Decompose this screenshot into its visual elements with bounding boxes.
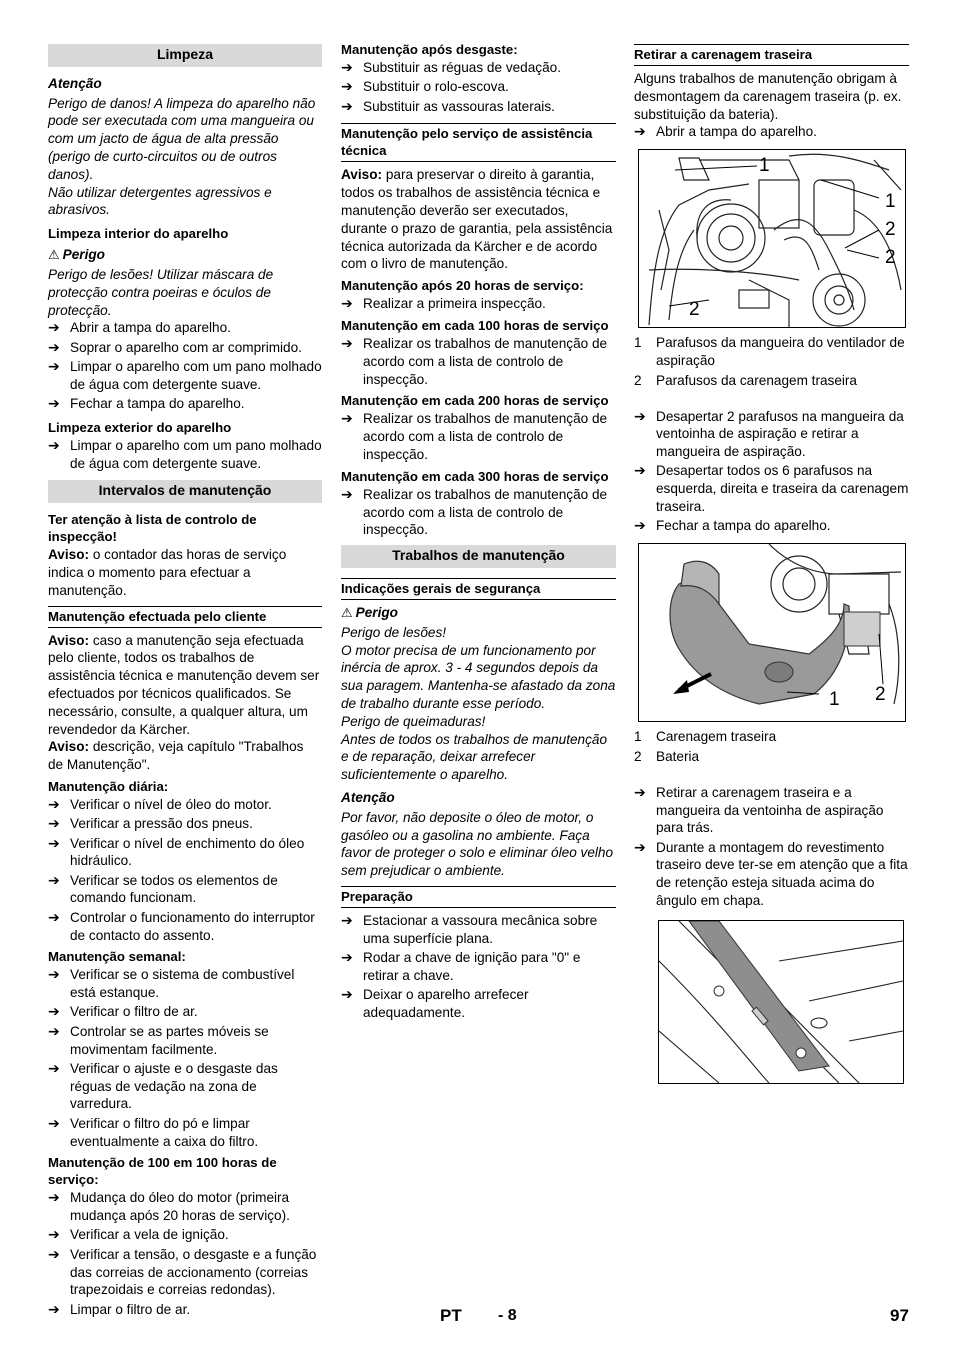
column-middle <box>341 40 616 1023</box>
legend-number: 1 <box>634 729 642 745</box>
footer-page-number: 97 <box>890 1306 909 1325</box>
arrow-icon: ➔ <box>341 911 353 928</box>
footer-language: PT <box>440 1306 462 1325</box>
list-item <box>48 835 322 871</box>
list-item <box>48 1246 322 1299</box>
subheading-preparacao: Preparação <box>341 886 616 908</box>
subheading-limpeza-exterior: Limpeza exterior do aparelho <box>48 419 232 435</box>
arrow-icon: ➔ <box>48 1114 60 1131</box>
list-item <box>341 410 616 463</box>
callout-2a: 2 <box>885 219 896 241</box>
list-item <box>634 839 909 910</box>
legend-text: Carenagem traseira <box>656 729 777 745</box>
list-item-text: Verificar a vela de ignição. <box>70 1227 229 1243</box>
footer-section-page: - 8 <box>498 1307 517 1324</box>
list-item <box>48 815 322 833</box>
rear-panel-illustration <box>639 544 905 721</box>
arrow-icon: ➔ <box>341 97 353 114</box>
legend-figure-1 <box>634 334 909 389</box>
list-item <box>341 98 616 116</box>
list-item <box>341 486 616 539</box>
subheading-carenagem: Retirar a carenagem traseira <box>634 44 909 66</box>
subheading-limpeza-interior: Limpeza interior do aparelho <box>48 226 229 242</box>
subheading-cada-300h: Manutenção em cada 300 horas de serviço <box>341 468 609 484</box>
subheading-manutencao-cliente: Manutenção efectuada pelo cliente <box>48 606 322 628</box>
atencao-text: Perigo de danos! A limpeza do aparelho não pode ser executada com uma mangueira ou com um jacto de água de alta pressão (perigo de curto-circuitos ou de outros danos). <box>48 95 316 182</box>
list-item-text: Fechar a tampa do aparelho. <box>70 396 245 412</box>
list-item-text: Verificar o filtro do pó e limpar eventualmente a caixa do filtro. <box>70 1115 259 1149</box>
column-right <box>634 40 909 1084</box>
legend-item <box>634 334 909 370</box>
arrow-icon: ➔ <box>341 485 353 502</box>
arrow-icon: ➔ <box>341 948 353 965</box>
subheading-20h: Manutenção após 20 horas de serviço: <box>341 278 584 294</box>
list-item-text: Verificar o nível de óleo do motor. <box>70 797 272 812</box>
list-item-text: Mudança do óleo do motor (primeira mudança após 20 horas de serviço). <box>70 1190 290 1224</box>
list-item-text: Fechar a tampa do aparelho. <box>656 518 831 534</box>
callout-2b: 2 <box>885 247 896 269</box>
list-item <box>634 784 909 837</box>
perigo-text: Perigo de lesões! Utilizar máscara de protecção contra poeiras e óculos de protecção. <box>48 266 274 318</box>
perigo-text-2: O motor precisa de um funcionamento por inércia de aprox. 3 - 4 segundos depois da sua paragem. Mantenha-se afastado da zona de trabalho durante esse período. <box>341 642 616 711</box>
arrow-icon: ➔ <box>48 1059 60 1076</box>
section-title-intervalos: Intervalos de manutenção <box>48 480 322 503</box>
list-item <box>48 1003 322 1021</box>
subheading-100h: Manutenção de 100 em 100 horas de serviço: <box>48 1155 277 1188</box>
callout-1: 1 <box>829 689 840 711</box>
list-item <box>634 462 909 515</box>
list-cada-200h <box>341 410 616 463</box>
list-item <box>341 335 616 388</box>
list-item <box>48 1115 322 1151</box>
carenagem-text: Alguns trabalhos de manutenção obrigam à desmontagem da carenagem traseira (p. ex. substituição da bateria). <box>634 71 902 122</box>
list-item-text: Abrir a tampa do aparelho. <box>70 320 231 336</box>
list-item <box>634 408 909 461</box>
list-item-text: Realizar os trabalhos de manutenção de acordo com a lista de controlo de inspecção. <box>363 411 608 462</box>
legend-item <box>634 372 909 390</box>
list-item <box>48 909 322 945</box>
list-item <box>341 912 616 948</box>
arrow-icon: ➔ <box>48 834 60 851</box>
arrow-icon: ➔ <box>341 986 353 1003</box>
subheading-lista-controlo: Ter atenção à lista de controlo de inspecção! <box>48 512 257 545</box>
callout-2c: 2 <box>689 299 700 321</box>
list-item <box>341 986 616 1022</box>
list-item-text: Verificar se o sistema de combustível está estanque. <box>70 967 295 1001</box>
arrow-icon: ➔ <box>48 796 60 812</box>
list-cada-300h <box>341 486 616 539</box>
figure-retaining-strap <box>658 920 904 1084</box>
list-item <box>341 949 616 985</box>
list-item-text: Substituir as vassouras laterais. <box>363 98 555 114</box>
atencao-text-2: Não utilizar detergentes agressivos e abrasivos. <box>48 184 272 218</box>
engine-illustration <box>639 150 905 327</box>
list-item-text: Verificar o ajuste e o desgaste das réguas de vedação na zona de varredura. <box>70 1060 278 1112</box>
arrow-icon: ➔ <box>48 966 60 983</box>
page-footer <box>0 1307 954 1331</box>
arrow-icon: ➔ <box>48 1022 60 1039</box>
assistencia-text: Aviso: para preservar o direito à garantia, todos os trabalhos de assistência técnica e manutenção deverão ser executados, durante o prazo de garantia, pela assistência técnica autorizada da Kärcher e de acordo com o livro de manutenção. <box>341 167 613 272</box>
arrow-icon: ➔ <box>48 319 60 336</box>
list-item-text: Verificar o nível de enchimento do óleo hidráulico. <box>70 835 305 869</box>
section-title-limpeza: Limpeza <box>48 44 322 67</box>
subheading-assistencia: Manutenção pelo serviço de assistência técnica <box>341 123 616 162</box>
arrow-icon: ➔ <box>634 838 646 855</box>
list-item-text: Verificar a pressão dos pneus. <box>70 816 253 832</box>
list-item <box>48 358 322 394</box>
arrow-icon: ➔ <box>341 410 353 427</box>
callout-2: 2 <box>875 684 886 706</box>
cliente-text-2: Aviso: descrição, veja capítulo "Trabalhos de Manutenção". <box>48 739 304 773</box>
list-limpeza-exterior <box>48 437 322 473</box>
figure-rear-panel <box>638 543 906 722</box>
list-item <box>48 1023 322 1059</box>
list-carenagem-2 <box>634 408 909 536</box>
arrow-icon: ➔ <box>634 123 646 140</box>
list-item-text: Desapertar todos os 6 parafusos na esquerda, direita e traseira da carenagem traseira. <box>656 463 909 515</box>
list-item-text: Soprar o aparelho com ar comprimido. <box>70 339 302 355</box>
arrow-icon: ➔ <box>48 395 60 412</box>
subheading-diaria: Manutenção diária: <box>48 779 169 794</box>
arrow-icon: ➔ <box>48 1245 60 1262</box>
legend-text: Bateria <box>656 748 700 764</box>
list-item <box>634 517 909 535</box>
list-carenagem-3 <box>634 784 909 910</box>
legend-number: 2 <box>634 372 642 388</box>
subheading-desgaste: Manutenção após desgaste: <box>341 42 518 57</box>
list-item-text: Substituir as réguas de vedação. <box>363 60 561 75</box>
atencao-text-oleo: Por favor, não deposite o óleo de motor, o gasóleo ou a gasolina no ambiente. Faça favor de proteger o solo e eliminar óleo velho sem prejudicar o ambiente. <box>341 809 614 879</box>
list-item <box>48 395 322 413</box>
list-item <box>341 59 616 77</box>
legend-figure-2 <box>634 728 909 766</box>
list-item <box>48 437 322 473</box>
arrow-icon: ➔ <box>48 908 60 925</box>
list-item <box>48 872 322 908</box>
warning-icon: ⚠ <box>341 604 353 620</box>
perigo-heading-2: ⚠ Perigo <box>341 604 398 620</box>
figure-engine-compartment <box>638 149 906 328</box>
atencao-heading-2: Atenção <box>341 789 395 805</box>
arrow-icon: ➔ <box>634 517 646 534</box>
list-item-text: Retirar a carenagem traseira e a mangueira da ventoinha de aspiração para trás. <box>656 784 884 836</box>
list-semanal <box>48 966 322 1150</box>
arrow-icon: ➔ <box>341 295 353 312</box>
list-item <box>48 966 322 1002</box>
legend-number: 2 <box>634 748 642 764</box>
list-carenagem-1 <box>634 123 909 141</box>
arrow-icon: ➔ <box>341 78 353 95</box>
column-left <box>48 40 322 1320</box>
list-item-text: Deixar o aparelho arrefecer adequadamente. <box>363 987 529 1020</box>
legend-item <box>634 748 909 766</box>
list-item-text: Realizar a primeira inspecção. <box>363 296 546 312</box>
arrow-icon: ➔ <box>48 1226 60 1243</box>
list-item-text: Durante a montagem do revestimento traseiro deve ter-se em atenção que a fita de retenção esteja situada acima do ângulo em chapa. <box>656 839 908 909</box>
list-item <box>341 295 616 313</box>
list-item-text: Verificar a tensão, o desgaste e a função das correias de accionamento (correias trapezoidais e correias redondas). <box>70 1246 317 1298</box>
warning-icon: ⚠ <box>48 247 60 263</box>
subheading-cada-200h: Manutenção em cada 200 horas de serviço <box>341 393 609 409</box>
lista-text: Aviso: o contador das horas de serviço indica o momento para efectuar a manutenção. <box>48 547 287 598</box>
list-item-text: Substituir o rolo-escova. <box>363 79 509 95</box>
list-item-text: Desapertar 2 parafusos na mangueira da ventoinha de aspiração e retirar a mangueira de aspiração. <box>656 408 904 460</box>
list-item <box>48 796 322 814</box>
subheading-seguranca: Indicações gerais de segurança <box>341 578 616 600</box>
list-item-text: Rodar a chave de ignição para "0" e retirar a chave. <box>363 949 581 983</box>
list-20h <box>341 295 616 313</box>
list-item-text: Limpar o aparelho com um pano molhado de água com detergente suave. <box>70 437 322 471</box>
legend-number: 1 <box>634 335 642 351</box>
cliente-text: Aviso: caso a manutenção seja efectuada pelo cliente, todos os trabalhos de assistência técnica e manutenção devem ser efectuados por técnicos qualificados. Se necessário, consulte, a qualquer altura, um revendedor da Kärcher. <box>48 632 320 737</box>
arrow-icon: ➔ <box>634 783 646 800</box>
arrow-icon: ➔ <box>48 338 60 355</box>
list-item <box>634 123 909 141</box>
arrow-icon: ➔ <box>48 1003 60 1020</box>
list-item <box>48 339 322 357</box>
arrow-icon: ➔ <box>48 357 60 374</box>
arrow-icon: ➔ <box>48 436 60 453</box>
arrow-icon: ➔ <box>634 462 646 479</box>
list-item <box>341 78 616 96</box>
list-item-text: Limpar o aparelho com um pano molhado de água com detergente suave. <box>70 358 322 392</box>
perigo-text-3: Perigo de queimaduras! <box>341 713 486 729</box>
section-title-trabalhos: Trabalhos de manutenção <box>341 545 616 568</box>
list-item-text: Verificar se todos os elementos de comando funcionam. <box>70 872 278 906</box>
list-item-text: Controlar o funcionamento do interruptor de contacto do assento. <box>70 909 315 943</box>
list-desgaste <box>341 59 616 115</box>
list-100h <box>48 1189 322 1318</box>
list-diaria <box>48 796 322 944</box>
arrow-icon: ➔ <box>634 407 646 424</box>
arrow-icon: ➔ <box>341 59 353 75</box>
list-item-text: Realizar os trabalhos de manutenção de acordo com a lista de controlo de inspecção. <box>363 486 608 538</box>
subheading-semanal: Manutenção semanal: <box>48 949 186 965</box>
atencao-heading: Atenção <box>48 75 102 91</box>
subheading-cada-100h: Manutenção em cada 100 horas de serviço <box>341 317 609 333</box>
legend-text: Parafusos da mangueira do ventilador de aspiração <box>656 335 905 368</box>
arrow-icon: ➔ <box>48 871 60 888</box>
list-item <box>48 1226 322 1244</box>
list-item-text: Controlar se as partes móveis se movimentam facilmente. <box>70 1023 269 1057</box>
callout-1b: 1 <box>885 191 896 213</box>
list-item <box>48 319 322 337</box>
strap-illustration <box>659 921 903 1083</box>
arrow-icon: ➔ <box>48 815 60 832</box>
list-item <box>48 1189 322 1225</box>
legend-item <box>634 728 909 746</box>
list-item-text: Limpar o filtro de ar. <box>70 1301 191 1317</box>
perigo-text-1: Perigo de lesões! <box>341 624 447 640</box>
arrow-icon: ➔ <box>48 1189 60 1206</box>
list-limpeza-interior <box>48 319 322 412</box>
list-item-text: Estacionar a vassoura mecânica sobre uma superfície plana. <box>363 912 598 946</box>
legend-text: Parafusos da carenagem traseira <box>656 372 857 388</box>
list-preparacao <box>341 912 616 1022</box>
callout-1a: 1 <box>759 155 770 177</box>
arrow-icon: ➔ <box>341 334 353 351</box>
list-cada-100h <box>341 335 616 388</box>
arrow-icon: ➔ <box>48 1300 60 1317</box>
list-item <box>48 1060 322 1113</box>
list-item-text: Verificar o filtro de ar. <box>70 1004 198 1020</box>
perigo-heading: ⚠ Perigo <box>48 247 105 263</box>
list-item-text: Abrir a tampa do aparelho. <box>656 124 817 140</box>
list-item-text: Realizar os trabalhos de manutenção de acordo com a lista de controlo de inspecção. <box>363 335 608 387</box>
perigo-text-4: Antes de todos os trabalhos de manutenção e de reparação, deixar arrefecer suficientemente o aparelho. <box>341 731 608 783</box>
